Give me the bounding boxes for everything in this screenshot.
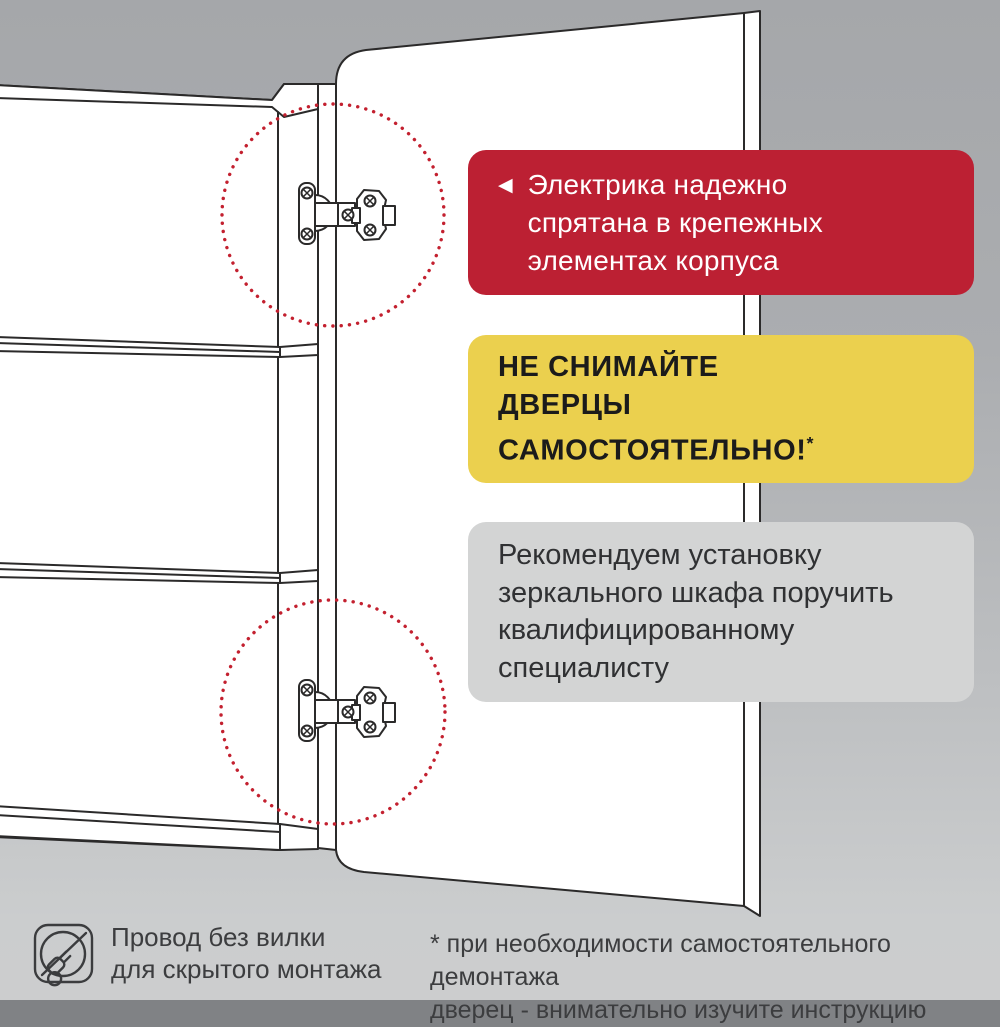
footnote-line-1: * при необходимости самостоятельного демонтажа xyxy=(430,930,891,991)
callout-recommendation-line-1: Рекомендуем установку xyxy=(498,539,822,571)
badge-line-1: Провод без вилки xyxy=(111,922,326,952)
callout-electrics-line-2: спрятана в крепежных xyxy=(527,206,823,238)
callout-electrics xyxy=(468,150,974,295)
callout-warning-line-1: НЕ СНИМАЙТЕ xyxy=(498,351,719,384)
callout-recommendation-line-4: специалисту xyxy=(498,651,669,684)
badge-line-2: для скрытого монтажа xyxy=(111,954,382,984)
callout-electrics-line-1: Электрика надежно xyxy=(527,168,788,200)
callout-recommendation-line-2: зеркального шкафа поручить xyxy=(498,576,894,609)
left-arrow-icon: ◀ xyxy=(498,174,513,196)
callout-electrics-line-3: элементах корпуса xyxy=(527,244,779,276)
callout-warning xyxy=(468,335,974,483)
feature-badge xyxy=(33,921,381,985)
footnote-asterisk: * xyxy=(806,433,815,454)
callout-warning-line-2: ДВЕРЦЫ САМОСТОЯТЕЛЬНО!* xyxy=(498,389,815,467)
footnote xyxy=(430,928,1000,1027)
footnote-line-2: дверец - внимательно изучите инструкцию xyxy=(430,996,927,1024)
callout-recommendation-line-3: квалифицированному xyxy=(498,614,795,646)
no-plug-icon xyxy=(33,923,94,984)
callout-recommendation xyxy=(468,522,974,702)
